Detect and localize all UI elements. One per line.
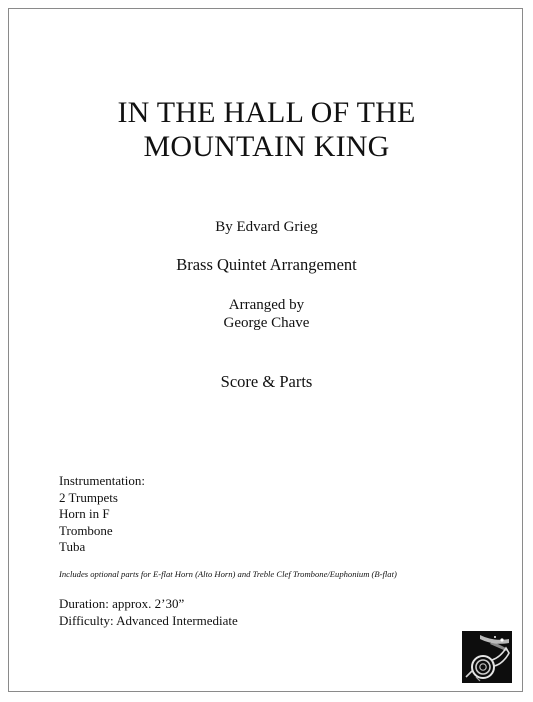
composer-credit: By Edvard Grieg [215,219,318,235]
title-line-1: IN THE HALL OF THE [117,96,416,129]
piece-details [59,596,238,629]
instrument-item: Trombone [59,522,113,538]
title-line-2: MOUNTAIN KING [143,130,390,163]
page-title [0,96,533,164]
duration-text: Duration: approx. 2’30” [59,596,185,611]
arranger-credit [0,296,533,332]
arranger-label: Arranged by [228,297,305,313]
arranger-name: George Chave [223,315,310,331]
arrangement-type: Brass Quintet Arrangement [176,255,357,274]
instrument-item: Tuba [59,539,86,554]
optional-parts-note: Includes optional parts for E-flat Horn (Alto Horn) and Treble Clef Trombone/Euphonium (B-flat) [59,569,397,579]
score-parts-label: Score & Parts [220,372,313,391]
difficulty-text: Difficulty: Advanced Intermediate [59,612,238,628]
french-horn-logo-graphic [462,631,512,683]
instrument-item: Horn in F [59,506,110,521]
french-horn-icon [462,631,512,683]
instrument-item: 2 Trumpets [59,489,118,505]
instrumentation-list [59,473,145,556]
instrumentation-heading: Instrumentation: [59,473,145,488]
